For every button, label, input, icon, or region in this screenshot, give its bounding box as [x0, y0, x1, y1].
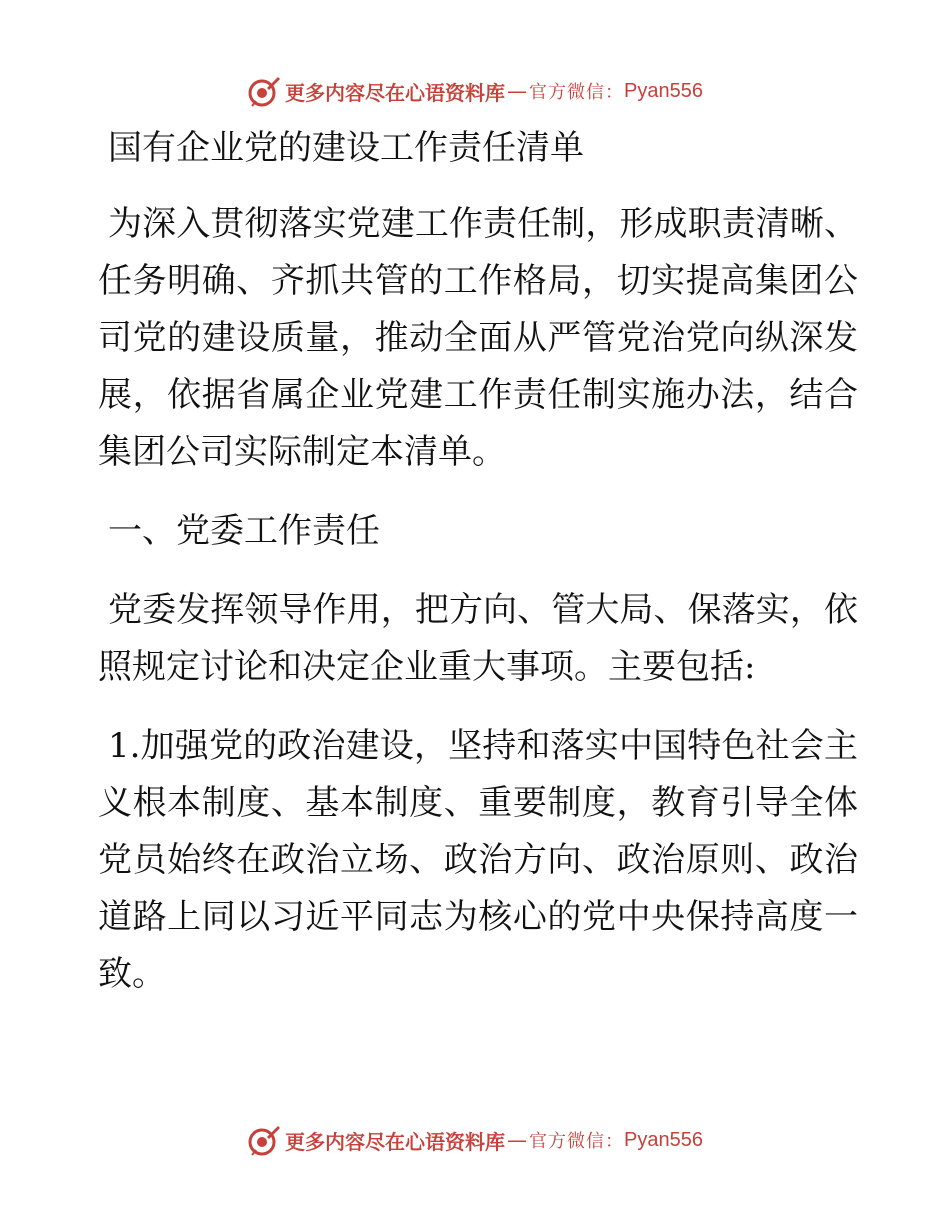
footer-watermark	[0, 1120, 950, 1160]
section-heading: 一、党委工作责任	[108, 511, 380, 551]
intro-paragraph: 为深入贯彻落实党建工作责任制，形成职责清晰、任务明确、齐抓共管的工作格局，切实提高集团公司党的建设质量，推动全面从严管党治党向纵深发展，依据省属企业党建工作责任制实施办法，结合集团公司实际制定本清单。	[98, 204, 858, 472]
quill-logo-icon	[247, 1123, 281, 1157]
watermark-wechat-label: 官方微信：	[529, 1131, 625, 1152]
header-watermark	[0, 71, 950, 111]
watermark-wechat-id: Pyan556	[624, 79, 703, 102]
watermark-dash: —	[507, 1128, 528, 1152]
watermark-wechat-label: 官方微信：	[529, 82, 625, 103]
document-title: 国有企业党的建设工作责任清单	[108, 128, 584, 168]
section-paragraph: 党委发挥领导作用，把方向、管大局、保落实，依照规定讨论和决定企业重大事项。主要包括:	[98, 590, 858, 687]
watermark-text: 更多内容尽在心语资料库	[285, 1129, 506, 1154]
watermark-text: 更多内容尽在心语资料库	[285, 80, 506, 105]
watermark-dash: —	[507, 79, 528, 103]
document-body	[98, 120, 858, 1003]
watermark-wechat-id: Pyan556	[624, 1128, 703, 1151]
list-item-1: 1.加强党的政治建设，坚持和落实中国特色社会主义根本制度、基本制度、重要制度，教育引导全体党员始终在政治立场、政治方向、政治原则、政治道路上同以习近平同志为核心的党中央保持高度一致。	[98, 726, 858, 994]
quill-logo-icon	[247, 74, 281, 108]
